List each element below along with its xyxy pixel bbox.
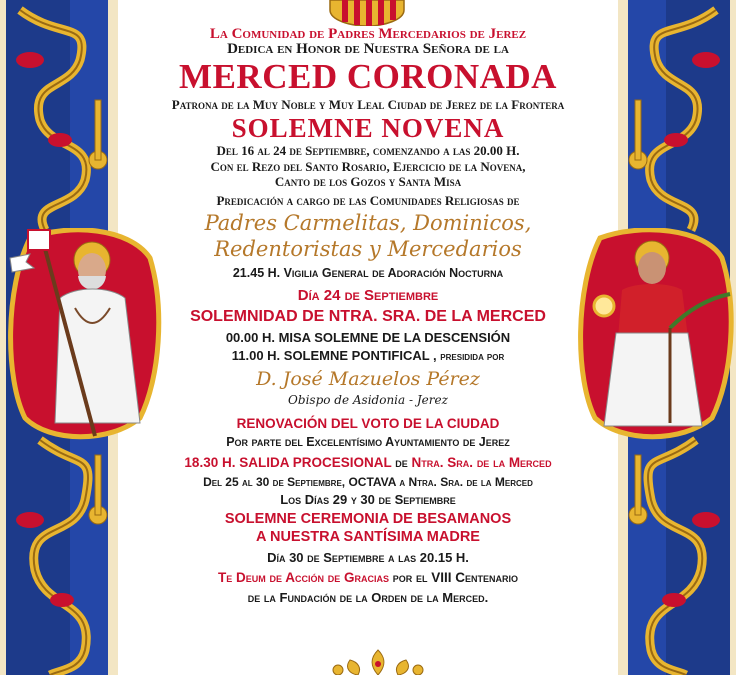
predicacion-line: Predicación a cargo de las Comunidades Religiosas de	[216, 193, 520, 208]
fundacion-line: de la Fundación de la Orden de la Merced.	[247, 590, 489, 605]
vigilia-line: 21.45 H. Vigilia General de Adoración Nocturna	[232, 266, 504, 280]
bishop-name: D. José Mazuelos Pérez	[256, 368, 480, 390]
poster-content	[150, 26, 586, 607]
saint-medallion-left	[0, 228, 162, 440]
novena-rezo: Con el Rezo del Santo Rosario, Ejercicio de la Novena,	[210, 159, 526, 174]
orders-line-2: Redentoristas y Mercedarios	[214, 237, 522, 261]
besamanos-days: Los Días 29 y 30 de Septiembre	[280, 492, 456, 507]
salida-line	[150, 452, 586, 474]
tedeum-day: Día 30 de Septiembre a las 20.15 H.	[267, 550, 469, 565]
novena-canto: Canto de los Gozos y Santa Misa	[274, 174, 462, 189]
pontifical-presidida: presidida por	[440, 351, 505, 363]
misa-line: 00.00 H. MISA SOLEMNE DE LA DESCENSIÓN	[225, 330, 511, 345]
solemnidad-title: SOLEMNIDAD DE NTRA. SRA. DE LA MERCED	[190, 308, 546, 325]
tedeum-line	[150, 568, 586, 588]
coat-of-arms-shield	[328, 0, 406, 26]
main-title: MERCED CORONADA	[179, 57, 557, 96]
salida-ntra: Ntra. Sra.	[411, 455, 474, 470]
bishop-title: Obispo de Asidonia - Jerez	[288, 393, 448, 407]
octava-line: Del 25 al 30 de Septiembre, OCTAVA a Ntra. Sra. de la Merced	[203, 475, 533, 489]
community-line: La Comunidad de Padres Mercedarios de Jerez	[209, 26, 527, 42]
tedeum-centenario: por el VIII Centenario	[392, 570, 519, 585]
voto-detail: Por parte del Excelentísimo Ayuntamiento de Jerez	[226, 435, 510, 449]
patrona-line: Patrona de la Muy Noble y Muy Leal Ciudad de Jerez de la Frontera	[171, 97, 565, 112]
salida-de: de	[395, 455, 408, 470]
salida-time: 18.30 H. SALIDA PROCESIONAL	[184, 455, 392, 470]
besamanos-title-1: SOLEMNE CEREMONIA DE BESAMANOS	[224, 511, 512, 527]
besamanos-title-2: A NUESTRA SANTÍSIMA MADRE	[256, 529, 480, 545]
pontifical-time: 11.00 H. SOLEMNE PONTIFICAL ,	[231, 348, 437, 363]
salida-merced: de la Merced	[476, 455, 552, 470]
dedication-line: Dedica en Honor de Nuestra Señora de la	[227, 41, 509, 57]
solemnidad-day: Día 24 de Septiembre	[297, 287, 439, 304]
bottom-ornament	[330, 648, 426, 675]
novena-dates: Del 16 al 24 de Septiembre, comenzando a las 20.00 H.	[216, 143, 520, 158]
voto-title: RENOVACIÓN DEL VOTO DE LA CIUDAD	[236, 416, 500, 431]
orders-line-1: Padres Carmelitas, Dominicos,	[204, 211, 532, 235]
pontifical-line	[150, 347, 586, 366]
novena-title: SOLEMNE NOVENA	[231, 113, 505, 143]
saint-medallion-right	[570, 228, 736, 440]
tedeum-title: Te Deum de Acción de Gracias	[217, 570, 389, 585]
